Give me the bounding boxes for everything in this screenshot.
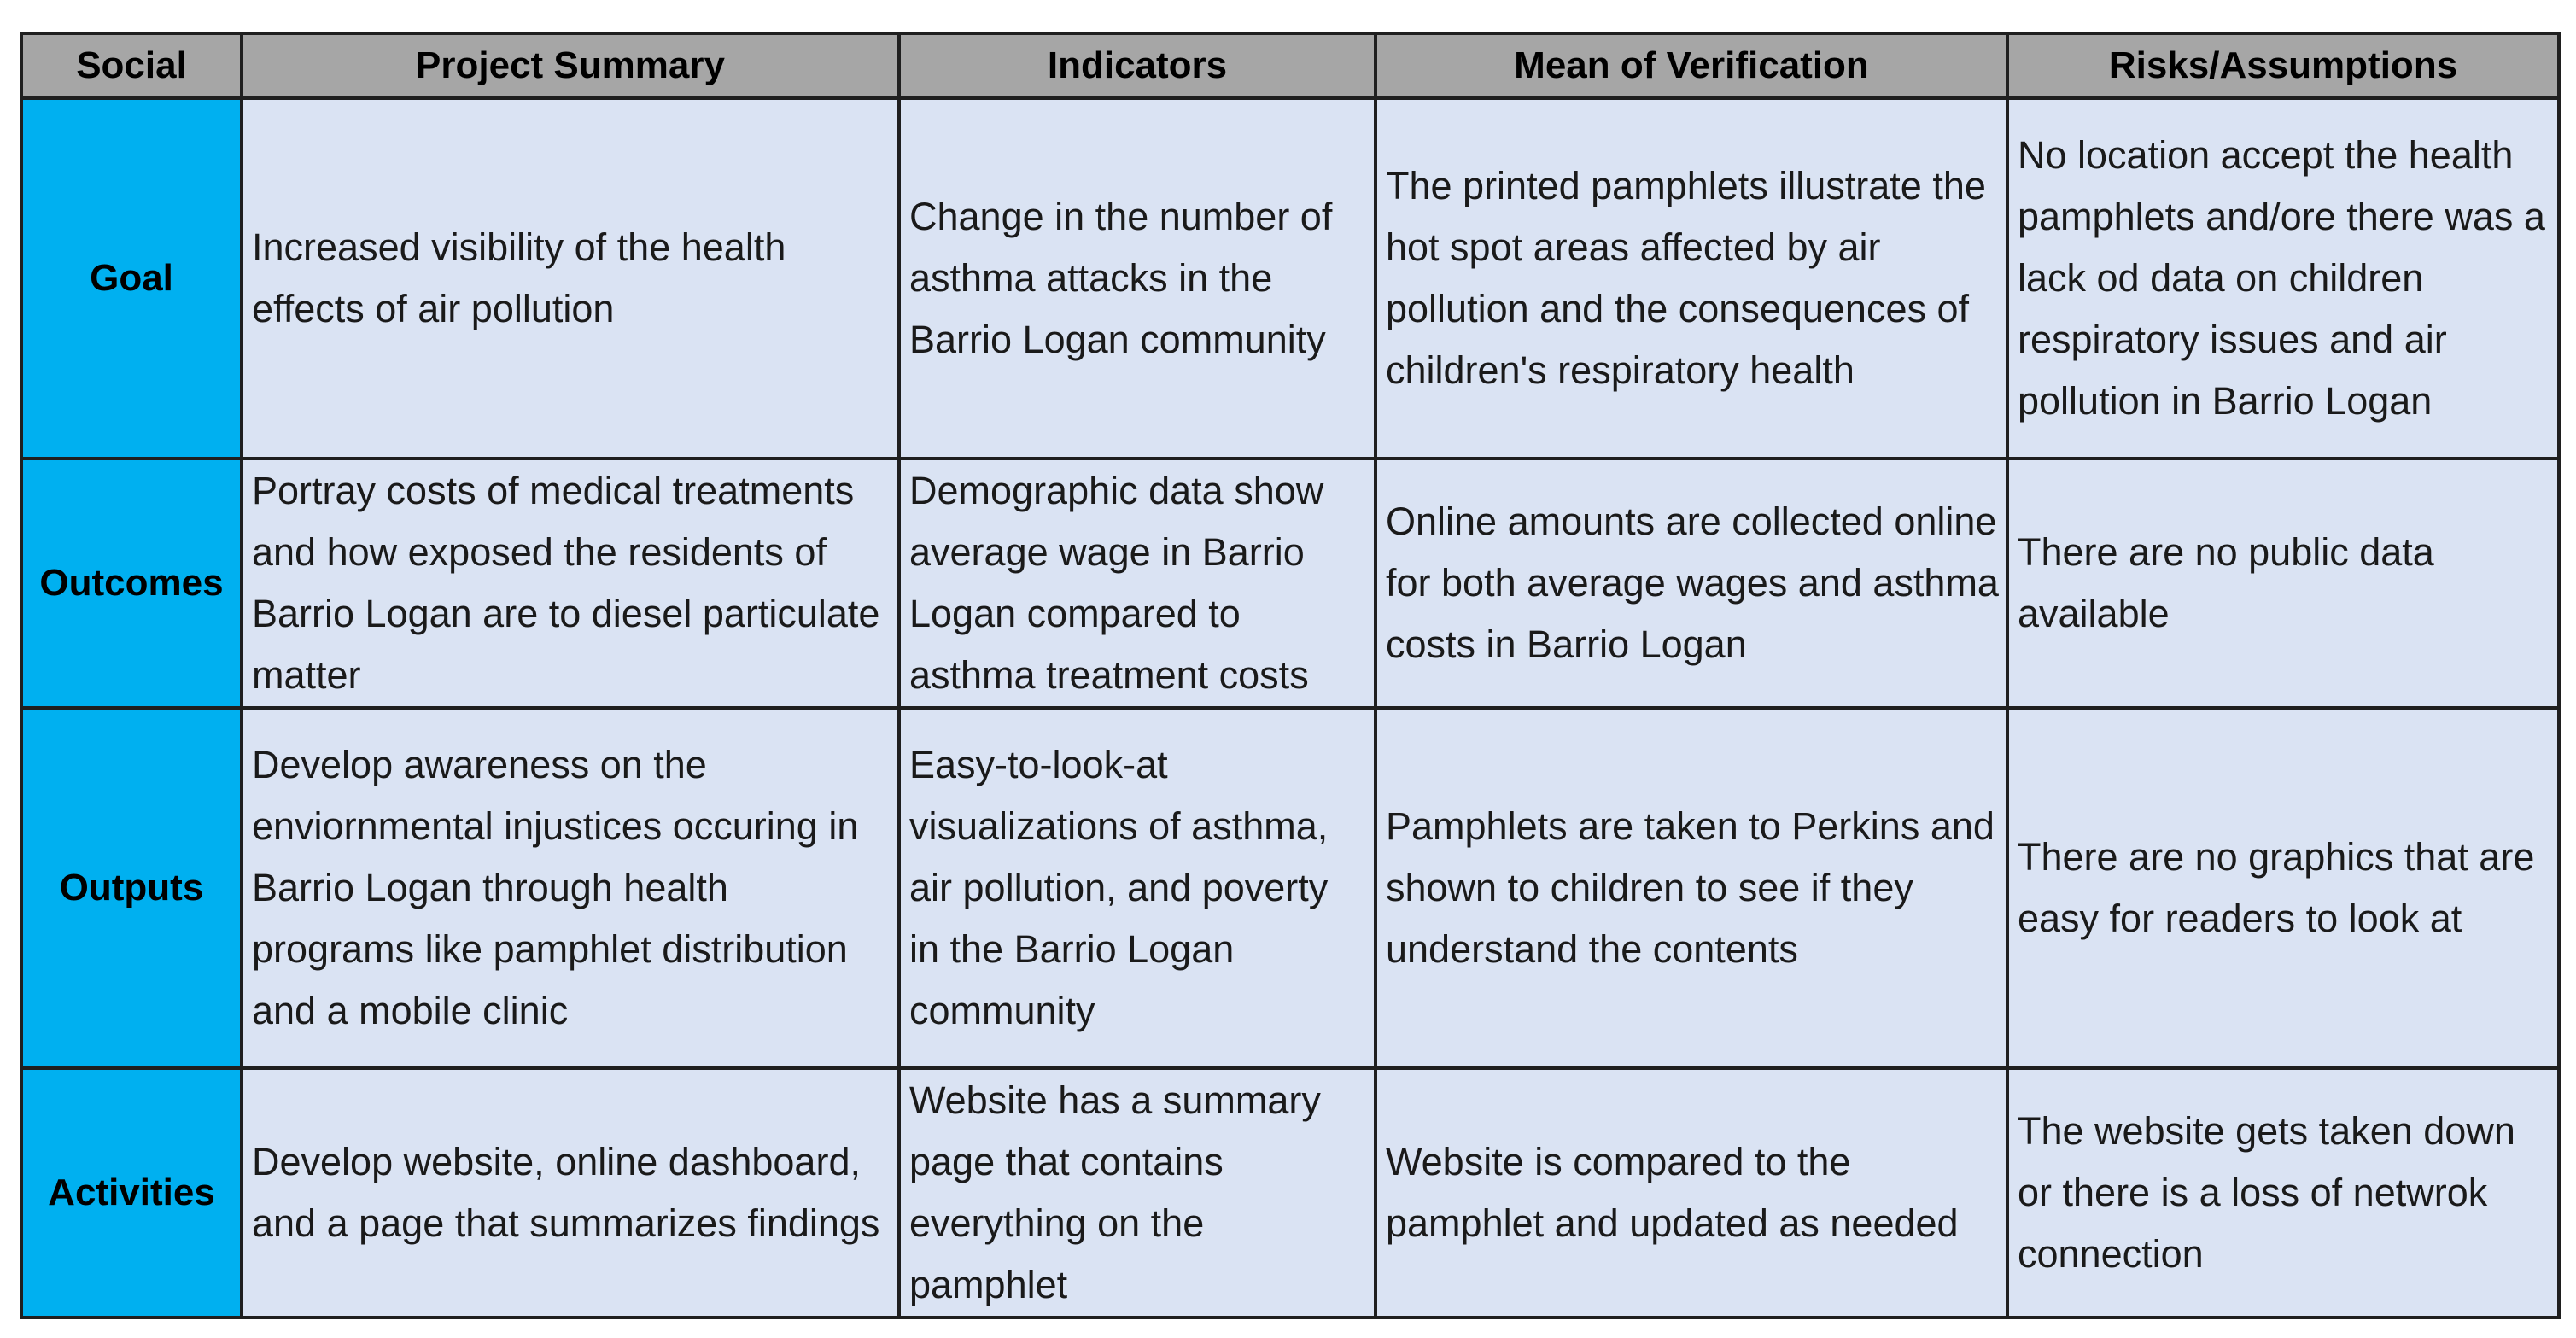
cell-goal-verification: The printed pamphlets illustrate the hot spot areas affected by air pollution and the consequences of children's respiratory health [1376, 98, 2007, 459]
header-row [21, 33, 2559, 98]
cell-activities-summary: Develop website, online dashboard, and a page that summarizes findings [242, 1068, 899, 1318]
cell-outcomes-indicators: Demographic data show average wage in Barrio Logan compared to asthma treatment costs [899, 459, 1376, 708]
table-row-goal [21, 98, 2559, 459]
cell-activities-indicators: Website has a summary page that contains everything on the pamphlet [899, 1068, 1376, 1318]
row-label-outputs: Outputs [21, 708, 242, 1068]
header-mean-of-verification: Mean of Verification [1376, 33, 2007, 98]
cell-outcomes-verification: Online amounts are collected online for both average wages and asthma costs in Barrio Logan [1376, 459, 2007, 708]
table-row-outcomes [21, 459, 2559, 708]
table-row-activities [21, 1068, 2559, 1318]
cell-goal-risks: No location accept the health pamphlets and/ore there was a lack od data on children respiratory issues and air pollution in Barrio Logan [2007, 98, 2559, 459]
cell-outputs-summary: Develop awareness on the enviornmental injustices occuring in Barrio Logan through health programs like pamphlet distribution and a mobile clinic [242, 708, 899, 1068]
table-row-outputs [21, 708, 2559, 1068]
cell-activities-verification: Website is compared to the pamphlet and updated as needed [1376, 1068, 2007, 1318]
cell-goal-summary: Increased visibility of the health effects of air pollution [242, 98, 899, 459]
cell-outputs-risks: There are no graphics that are easy for readers to look at [2007, 708, 2559, 1068]
cell-outcomes-risks: There are no public data available [2007, 459, 2559, 708]
cell-activities-risks: The website gets taken down or there is a loss of netwrok connection [2007, 1068, 2559, 1318]
cell-goal-indicators: Change in the number of asthma attacks in the Barrio Logan community [899, 98, 1376, 459]
row-label-activities: Activities [21, 1068, 242, 1318]
cell-outcomes-summary: Portray costs of medical treatments and how exposed the residents of Barrio Logan are to diesel particulate matter [242, 459, 899, 708]
cell-outputs-verification: Pamphlets are taken to Perkins and shown to children to see if they understand the contents [1376, 708, 2007, 1068]
header-project-summary: Project Summary [242, 33, 899, 98]
row-label-outcomes: Outcomes [21, 459, 242, 708]
cell-outputs-indicators: Easy-to-look-at visualizations of asthma, air pollution, and poverty in the Barrio Logan community [899, 708, 1376, 1068]
header-indicators: Indicators [899, 33, 1376, 98]
header-social: Social [21, 33, 242, 98]
logframe-table [20, 32, 2561, 1319]
logframe-table-container [20, 32, 2557, 1319]
row-label-goal: Goal [21, 98, 242, 459]
header-risks-assumptions: Risks/Assumptions [2007, 33, 2559, 98]
